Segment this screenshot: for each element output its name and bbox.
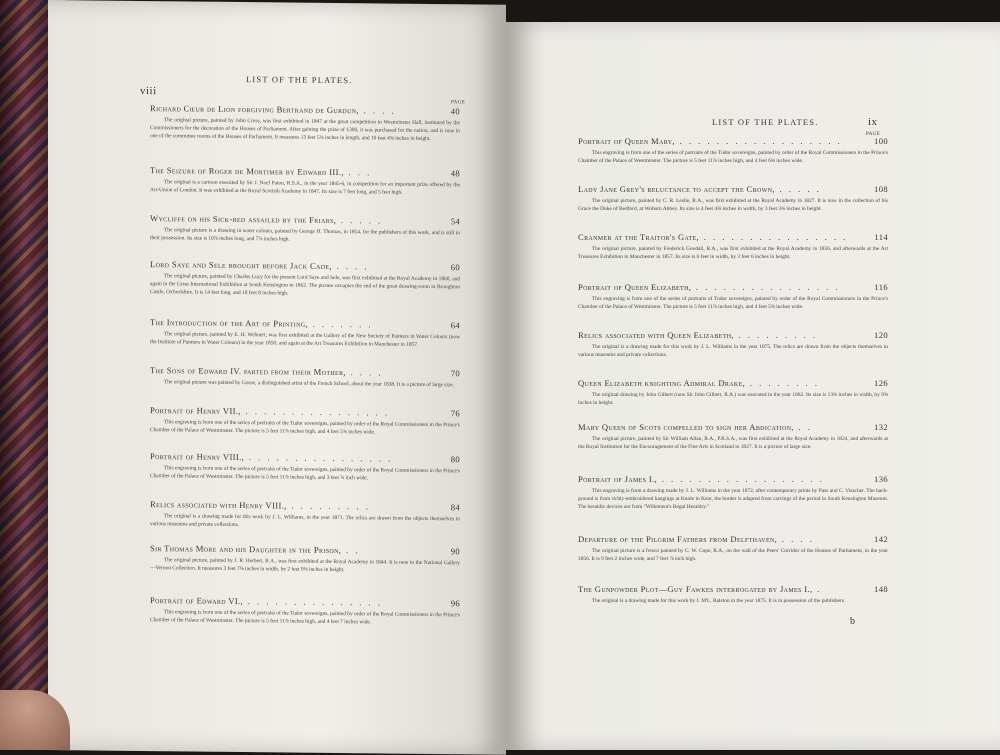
right-running-head: LIST OF THE PLATES.	[712, 117, 819, 127]
entry-description: The original picture is a drawing in water colours, painted by George H. Thomas, in 1854, for the publishers of this work, and is still in their possession. Its size is 10⅞ inches long, and 7⅞ inches high.	[150, 227, 460, 243]
entry-page: 40	[450, 106, 460, 117]
left-entry-1: The Seizure of Roger de Mortimer by Edward III., . . . 48 The original is a cartoon executed by Sir J. Noel Paton, R.S.A., in the year 1845-6, in competition for an important prize offered by the Art-Union of London. It was exhibited at the Royal Scottish Academy in 1847. Its size is 7 feet long, and 5 feet high.	[150, 165, 460, 196]
right-page-number: ix	[868, 116, 878, 128]
left-entry-5: The Sons of Edward IV. parted from their Mother, . . . . 70 The original picture was painted by Gosse, a distinguished artist of the French School, about the year 1838. It is a picture of large size.	[150, 365, 460, 389]
entry-page: 116	[874, 282, 888, 292]
entry-page: 80	[450, 454, 460, 465]
entry-page: 142	[874, 534, 888, 544]
left-entry-4: The Introduction of the Art of Printing, . . . . . . . 64 The original picture, painted by E. H. Wehnert, was first exhibited at the Gallery of the New Society of Painters in Water Colours (now the Institute of Painters in Water Colours) in the year 1850; and again at the Art Treasures Exhibition in Manchester in 1857.	[150, 317, 460, 349]
entry-title: Cranmer at the Traitor's Gate,	[578, 232, 700, 242]
entry-page: 48	[450, 168, 460, 179]
left-running-head: LIST OF THE PLATES.	[246, 74, 353, 86]
entry-title: Portrait of Queen Mary,	[578, 136, 675, 146]
entry-description: The original picture, painted by Sir William Allan, R.A., P.R.S.A., was first exhibited at the Royal Academy in 1824, and afterwards at the Royal Institution for the Encouragement of the Fine Arts in Scotland in 1827. It is a picture of large size.	[578, 436, 888, 451]
entry-title: Portrait of Henry VIII.,	[150, 451, 245, 463]
entry-page: 120	[874, 330, 888, 340]
left-entry-3: Lord Saye and Sele brought before Jack Cade, . . . . 60 The original picture, painted by Charles Lucy for the present Lord Saye and Sele, was first exhibited at the Royal Academy in 1860, and again in the Great International Exhibition at South Kensington in 1862. The picture occupies the end of the great drawing-room in Broughton Castle, Oxfordshire. It is 14 feet long, and 10 feet 8 inches high.	[150, 259, 460, 300]
right-entry-8: Departure of the Pilgrim Fathers from Delfthaven, . . . . 142 The original picture is a fresco painted by C. W. Cope, R.A., on the wall of the Peers' Corridor of the Houses of Parliament, in the year 1856. It is 9 feet 2 inches wide, and 7 feet ⅞ inch high.	[578, 534, 888, 563]
entry-title: Mary Queen of Scots compelled to sign her Abdication,	[578, 422, 794, 432]
right-entry-0: Portrait of Queen Mary, . . . . . . . . . . . . . . . . . . 100 This engraving is from one of the series of portraits of the Tudor sovereigns, painted by order of the Royal Commissioners in the Prince's Chamber of the Palace of Westminster. The picture is 5 feet 11⅞ inches high, and 4 feet 6⅜ inches wide.	[578, 136, 888, 165]
entry-title: Portrait of Edward VI.,	[150, 595, 244, 607]
entry-description: The original is a drawing made for this work by J. M'L. Ralston in the year 1875. It is in possession of the publishers.	[592, 598, 846, 604]
entry-title: Wycliffe on his Sick-bed assailed by the Friars,	[150, 213, 337, 226]
entry-title: Lord Saye and Sele brought before Jack Cade,	[150, 259, 332, 271]
entry-description: The original picture, painted by Charles Lucy for the present Lord Saye and Sele, was first exhibited at the Royal Academy in 1860, and again in the Great International Exhibition at South Kensington in 1862. The picture occupies the end of the great drawing-room in Broughton Castle, Oxfordshire. It is 14 feet long, and 10 feet 8 inches high.	[150, 273, 460, 297]
entry-title: The Sons of Edward IV. parted from their Mother,	[150, 365, 346, 378]
left-entry-10: Portrait of Edward VI., . . . . . . . . . . . . . . . 96 This engraving is from one of the series of portraits of the Tudor sovereigns, painted by order of the Royal Commissioners in the Prince's Chamber of the Palace of Westminster. The picture is 5 feet 11⅞ inches high, and 4 feet 7 inches wide.	[150, 595, 460, 628]
entry-title: Sir Thomas More and his Daughter in the Prison,	[150, 543, 342, 556]
entry-page: 108	[874, 184, 888, 194]
entry-page: 90	[450, 546, 460, 557]
entry-description: The original picture, painted by John Cross, was first exhibited in 1847 at the great competition in Westminster Hall, instituted by the Commissioners for the decoration of the Houses of Parliament. After gaining the prize of £300, it was purchased for the nation, and is now in one of the committee rooms of the Houses of Parliament. It measures 13 feet 5⅜ inches in length, and 10 feet 4⅜ inches in height.	[150, 117, 460, 143]
left-page-number: viii	[140, 84, 157, 98]
entry-title: Relics associated with Queen Elizabeth,	[578, 330, 734, 340]
entry-description: This engraving is from one of the series of portraits of the Tudor sovereigns, painted by order of the Royal Commissioners in the Prince's Chamber of the Palace of Westminster. The picture is 5 feet 11⅞ inches high, and 4 feet 7 inches wide.	[150, 609, 460, 626]
left-entry-9: Sir Thomas More and his Daughter in the Prison, . . 90 The original picture, painted by J. R. Herbert, R.A., was first exhibited at the Royal Academy in 1844. It is now in the National Gallery—Vernon Collection. It measures 3 feet 7⅜ inches in width, by 2 feet 9⅜ inches in height.	[150, 543, 460, 576]
right-entry-3: Portrait of Queen Elizabeth, . . . . . . . . . . . . . . . . 116 This engraving is from one of the series of portraits of Tudor sovereigns, painted by order of the Royal Commissioners in the Prince's Chamber of the Palace of Westminster. The picture is 5 feet 11⅞ inches high, and 4 feet 5⅜ inches wide.	[578, 282, 888, 311]
entry-description: The original picture, painted by C. R. Leslie, R.A., was first exhibited at the Royal Academy in 1827. It is now in the collection of his Grace the Duke of Bedford, at Woburn Abbey. Its size is 4 feet 4⅜ inches in width, by 3 feet 3⅜ inches in height.	[578, 198, 888, 213]
entry-page: 96	[450, 598, 460, 609]
right-page	[506, 22, 1000, 750]
entry-page: 54	[450, 216, 460, 227]
entry-description: The original picture was painted by Gosse, a distinguished artist of the French School, about the year 1838. It is a picture of large size.	[164, 379, 455, 389]
left-entry-0: Richard Cœur de Lion forgiving Bertrand de Gurdun, . . . . 40 The original picture, painted by John Cross, was first exhibited in 1847 at the great competition in Westminster Hall, instituted by the Commissioners for the decoration of the Houses of Parliament. After gaining the prize of £300, it was purchased for the nation, and is now in one of the committee rooms of the Houses of Parliament. It measures 13 feet 5⅜ inches in length, and 10 feet 4⅜ inches in height.	[150, 103, 460, 143]
left-entry-2: Wycliffe on his Sick-bed assailed by the Friars, . . . . . 54 The original picture is a drawing in water colours, painted by George H. Thomas, in 1854, for the publishers of this work, and is still in their possession. Its size is 10⅞ inches long, and 7⅞ inches high.	[150, 213, 460, 246]
left-page	[48, 0, 506, 755]
right-entry-1: Lady Jane Grey's reluctance to accept the Crown, . . . . . 108 The original picture, painted by C. R. Leslie, R.A., was first exhibited at the Royal Academy in 1827. It is now in the collection of his Grace the Duke of Bedford, at Woburn Abbey. Its size is 4 feet 4⅜ inches in width, by 3 feet 3⅜ inches in height.	[578, 184, 888, 213]
right-entry-4: Relics associated with Queen Elizabeth, . . . . . . . . . 120 The original is a drawing made for this work by J. L. Williams in the year 1875. The relics are drawn from the objects themselves in various museums and private collections.	[578, 330, 888, 359]
entry-page: 114	[874, 232, 888, 242]
entry-description: This engraving is from one of the series of portraits of Tudor sovereigns, painted by order of the Royal Commissioners in the Prince's Chamber of the Palace of Westminster. The picture is 5 feet 11⅞ inches high, and 4 feet 5⅜ inches wide.	[578, 296, 888, 311]
left-page-column-label: PAGE	[451, 100, 466, 106]
left-entry-7: Portrait of Henry VIII., . . . . . . . . . . . . . . . . 80 This engraving is from one of the series of portraits of the Tudor sovereigns, painted by order of the Royal Commissioners in the Prince's Chamber of the Palace of Westminster. The picture is 5 feet 11⅞ inches high, and 3 feet ⅞ inch wide.	[150, 451, 460, 484]
left-entry-8: Relics associated with Henry VIII., . . . . . . . . . 84 The original is a drawing made for this work by J. L. Williams, in the year 1871. The relics are drawn from the objects themselves in various museums and private collections.	[150, 499, 460, 532]
entry-description: The original is a drawing made for this work by J. L. Williams in the year 1875. The relics are drawn from the objects themselves in various museums and private collections.	[578, 344, 888, 359]
right-page-column-label: PAGE	[866, 132, 881, 137]
entry-description: The original picture, painted by Frederick Goodall, R.A., was first exhibited at the Royal Academy in 1856, and afterwards at the Art Treasures Exhibition in Manchester in 1857. Its size is 6 feet in width, by 3 feet 6 inches in height.	[578, 246, 888, 261]
entry-title: Lady Jane Grey's reluctance to accept the Crown,	[578, 184, 775, 194]
entry-title: Portrait of Queen Elizabeth,	[578, 282, 692, 292]
right-entry-7: Portrait of James I., . . . . . . . . . . . . . . . . . . 136 This engraving is from a drawing made by J. L. Williams in the year 1872, after contemporary prints by Pass and C. Visscher. The back-ground is from richly-embroidered hangings at Knole in Kent, the border is adapted from carvings of the period in South Kensington Museum. The heraldic devices are from "Willement's Regal Heraldry."	[578, 474, 888, 511]
entry-description: The original drawing by John Gilbert (now Sir John Gilbert, R.A.) was executed in the year 1862. Its size is 13⅜ inches in width, by 9⅜ inches in height.	[578, 392, 888, 407]
entry-title: The Gunpowder Plot—Guy Fawkes interrogated by James I.,	[578, 584, 813, 594]
entry-description: This engraving is from a drawing made by J. L. Williams in the year 1872, after contemporary prints by Pass and C. Visscher. The back-ground is from richly-embroidered hangings at Knole in Kent, the border is adapted from carvings of the period in South Kensington Museum. The heraldic devices are from "Willement's Regal Heraldry."	[578, 488, 888, 511]
right-entry-2: Cranmer at the Traitor's Gate, . . . . . . . . . . . . . . . . 114 The original picture, painted by Frederick Goodall, R.A., was first exhibited at the Royal Academy in 1856, and afterwards at the Art Treasures Exhibition in Manchester in 1857. Its size is 6 feet in width, by 3 feet 6 inches in height.	[578, 232, 888, 261]
entry-page: 64	[450, 320, 460, 331]
entry-page: 136	[874, 474, 888, 484]
entry-description: The original picture is a fresco painted by C. W. Cope, R.A., on the wall of the Peers' Corridor of the Houses of Parliament, in the year 1856. It is 9 feet 2 inches wide, and 7 feet ⅞ inch high.	[578, 548, 888, 563]
entry-title: Relics associated with Henry VIII.,	[150, 499, 287, 511]
entry-title: Queen Elizabeth knighting Admiral Drake,	[578, 378, 746, 388]
entry-page: 70	[450, 368, 460, 379]
entry-page: 84	[450, 502, 460, 513]
entry-title: The Introduction of the Art of Printing,	[150, 317, 308, 329]
signature-mark: b	[850, 616, 855, 627]
entry-title: Departure of the Pilgrim Fathers from Delfthaven,	[578, 534, 778, 544]
entry-description: This engraving is from one of the series of portraits of the Tudor sovereigns, painted by order of the Royal Commissioners in the Prince's Chamber of the Palace of Westminster. The picture is 5 feet 11⅞ inches high, and 4 feet 5⅜ inches wide.	[150, 419, 460, 436]
right-entry-9: The Gunpowder Plot—Guy Fawkes interrogated by James I., . 148 The original is a drawing made for this work by J. M'L. Ralston in the year 1875. It is in possession of the publishers.	[578, 584, 888, 604]
entry-title: Portrait of James I.,	[578, 474, 658, 484]
entry-title: Portrait of Henry VII.,	[150, 405, 241, 417]
entry-title: The Seizure of Roger de Mortimer by Edward III.,	[150, 165, 344, 178]
entry-title: Richard Cœur de Lion forgiving Bertrand de Gurdun,	[150, 103, 359, 116]
entry-page: 76	[450, 408, 460, 419]
entry-page: 132	[874, 422, 888, 432]
entry-page: 126	[874, 378, 888, 388]
entry-page: 148	[874, 584, 888, 594]
entry-page: 60	[450, 262, 460, 273]
entry-description: The original picture, painted by E. H. Wehnert, was first exhibited at the Gallery of the New Society of Painters in Water Colours (now the Institute of Painters in Water Colours) in the year 1850; and again at the Art Treasures Exhibition in Manchester in 1857.	[150, 331, 460, 349]
entry-description: The original is a cartoon executed by Sir J. Noel Paton, R.S.A., in the year 1845-6, in competition for an important prize offered by the Art-Union of London. It was exhibited at the Royal Scottish Academy in 1847. Its size is 7 feet long, and 5 feet high.	[150, 179, 460, 196]
entry-description: The original picture, painted by J. R. Herbert, R.A., was first exhibited at the Royal Academy in 1844. It is now in the National Gallery—Vernon Collection. It measures 3 feet 7⅜ inches in width, by 2 feet 9⅜ inches in height.	[150, 557, 460, 574]
left-entry-6: Portrait of Henry VII., . . . . . . . . . . . . . . . . 76 This engraving is from one of the series of portraits of the Tudor sovereigns, painted by order of the Royal Commissioners in the Prince's Chamber of the Palace of Westminster. The picture is 5 feet 11⅞ inches high, and 4 feet 5⅜ inches wide.	[150, 405, 460, 438]
entry-description: This engraving is from one of the series of portraits of the Tudor sovereigns, painted by order of the Royal Commissioners in the Prince's Chamber of the Palace of Westminster. The picture is 5 feet 11⅞ inches high, and 4 feet 6⅜ inches wide.	[578, 150, 888, 165]
entry-description: This engraving is from one of the series of portraits of the Tudor sovereigns, painted by order of the Royal Commissioners in the Prince's Chamber of the Palace of Westminster. The picture is 5 feet 11⅞ inches high, and 3 feet ⅞ inch wide.	[150, 465, 460, 482]
entry-page: 100	[874, 136, 888, 146]
entry-description: The original is a drawing made for this work by J. L. Williams, in the year 1871. The relics are drawn from the objects themselves in various museums and private collections.	[150, 513, 460, 529]
right-entry-6: Mary Queen of Scots compelled to sign her Abdication, . . 132 The original picture, painted by Sir William Allan, R.A., P.R.S.A., was first exhibited at the Royal Academy in 1824, and afterwards at the Royal Institution for the Encouragement of the Fine Arts in Scotland in 1827. It is a picture of large size.	[578, 422, 888, 451]
right-entry-5: Queen Elizabeth knighting Admiral Drake, . . . . . . . . 126 The original drawing by John Gilbert (now Sir John Gilbert, R.A.) was executed in the year 1862. Its size is 13⅜ inches in width, by 9⅜ inches in height.	[578, 378, 888, 407]
